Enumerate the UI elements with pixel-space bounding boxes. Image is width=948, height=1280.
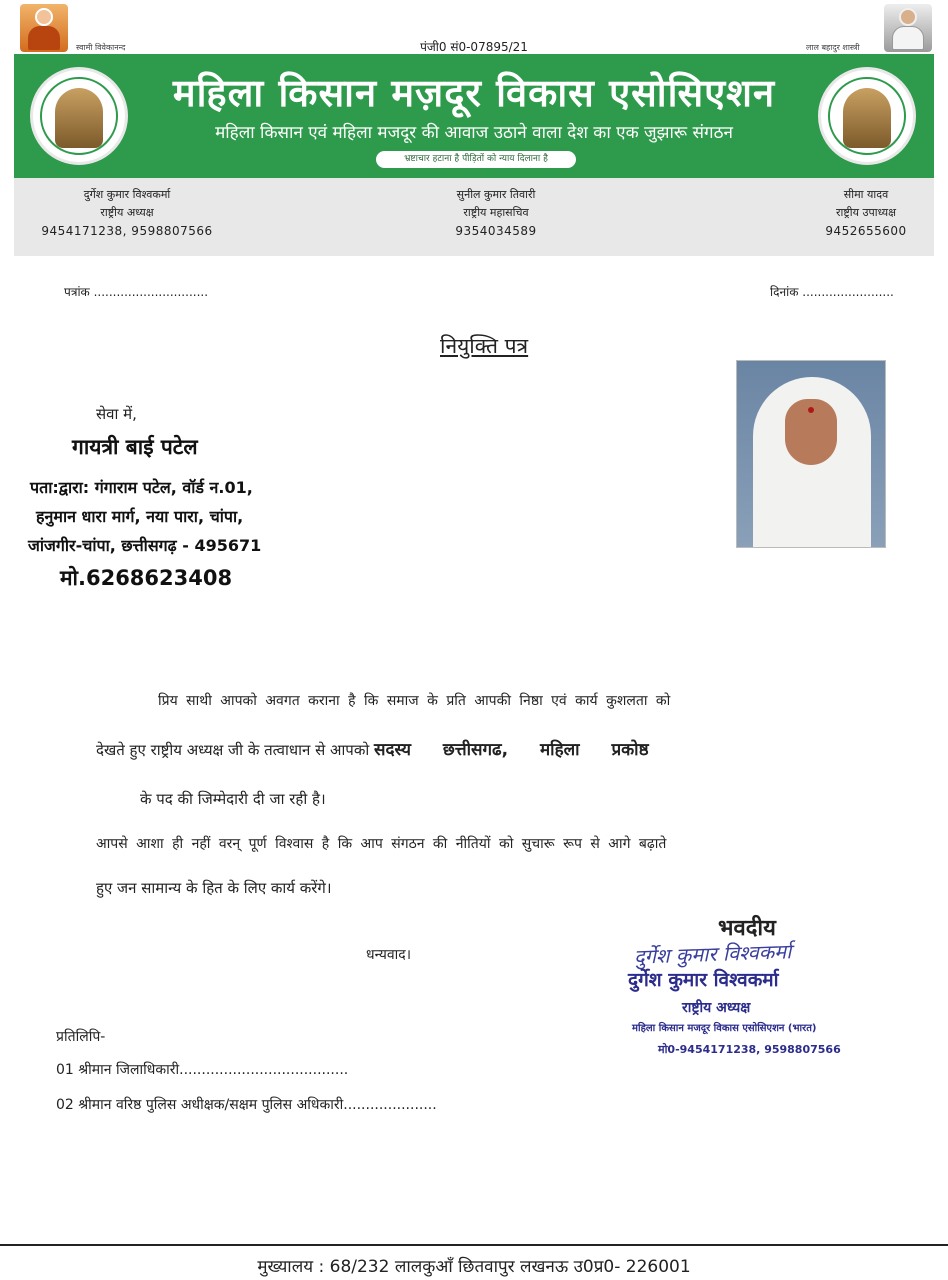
stamp-signer-name: दुर्गेश कुमार विश्वकर्मा [628,969,779,991]
salutation: सेवा में, [96,405,137,423]
officer-name: दुर्गेश कुमार विश्वकर्मा [83,188,171,201]
shastri-portrait-icon [884,4,932,52]
recipient-address-line: हनुमान धारा मार्ग, नया पारा, चांपा, [36,507,244,526]
officer-phone: 9452655600 [825,224,907,238]
officer-general-secretary [414,186,578,240]
org-name: महिला किसान मज़दूर विकास एसोसिएशन [172,71,776,115]
officer-role: राष्ट्रीय महासचिव [463,206,529,219]
body-line: के पद की जिम्मेदारी दी जा रही है। [140,790,326,808]
right-portrait-caption: लाल बहादुर शास्त्री [806,43,860,52]
stamp-signer-org: महिला किसान मजदूर विकास एसोसिएशन (भारत) [632,1023,817,1034]
recipient-mobile: मो.6268623408 [60,566,233,590]
reference-number-field: पत्रांक .............................. [64,285,209,299]
org-slogan: भ्रष्टाचार हटाना है पीड़ितों को न्याय दिलाना है [376,151,576,168]
left-portrait-caption: स्वामी विवेकानन्द [76,43,126,52]
letterhead-top-strip [0,0,948,54]
officer-role: राष्ट्रीय उपाध्यक्ष [835,206,897,219]
document-title: नियुक्ति पत्र [440,334,529,358]
body-line-prefix: देखते हुए राष्ट्रीय अध्यक्ष जी के तत्वाधान से आपको [96,741,370,759]
closing-bhavdiy: भवदीय [718,916,776,941]
registration-number: पंजी0 सं0-07895/21 [420,40,528,54]
appointed-post: सदस्य छत्तीसगढ, महिला प्रकोष्ठ [374,740,649,760]
recipient-name: गायत्री बाई पटेल [72,435,198,459]
footer-address: मुख्यालय : 68/232 लालकुआँ छितवापुर लखनऊ उ0प्र0- 226001 [257,1257,691,1277]
officer-name: सीमा यादव [843,188,889,201]
org-tagline: महिला किसान एवं महिला मजदूर की आवाज उठाने वाला देश का एक जुझारू संगठन [215,123,733,143]
handwritten-signature: दुर्गेश कुमार विश्वकर्मा [633,939,792,969]
body-line: प्रिय साथी आपको अवगत कराना है कि समाज के प्रति आपकी निष्ठा एवं कार्य कुशलता को [158,693,671,709]
copy-recipient-item: 02 श्रीमान वरिष्ठ पुलिस अधीक्षक/सक्षम पुलिस अधिकारी..................... [56,1097,437,1113]
recipient-address-line: जांजगीर-चांपा, छत्तीसगढ़ - 495671 [28,536,262,555]
copy-recipient-item: 01 श्रीमान जिलाधिकारी...................................... [56,1062,349,1078]
body-line [96,737,649,760]
recipient-address-line: पता:द्वारा: गंगाराम पटेल, वॉर्ड न.01, [30,478,253,497]
org-seal-right-icon [818,67,916,165]
footer-divider [0,1244,948,1246]
letterhead-banner [14,54,934,178]
officer-name: सुनील कुमार तिवारी [456,188,536,201]
stamp-signer-phone: मो0-9454171238, 9598807566 [658,1043,841,1056]
officers-strip [14,178,934,256]
officer-phone: 9454171238, 9598807566 [41,224,213,238]
officer-phone: 9354034589 [455,224,537,238]
officer-role: राष्ट्रीय अध्यक्ष [100,206,154,219]
body-line: आपसे आशा ही नहीं वरन् पूर्ण विश्वास है कि आप संगठन की नीतियों को सुचारू रूप से आगे बढ़ाते [96,836,667,852]
body-line: हुए जन सामान्य के हित के लिए कार्य करेंगे। [96,879,332,897]
officer-president [32,186,222,240]
date-field: दिनांक ........................ [770,285,894,299]
copy-heading: प्रतिलिपि- [56,1029,106,1045]
recipient-photo [736,360,886,548]
stamp-signer-role: राष्ट्रीय अध्यक्ष [682,1000,751,1016]
thanks-text: धन्यवाद। [366,947,412,963]
officer-vice-president [796,186,936,240]
